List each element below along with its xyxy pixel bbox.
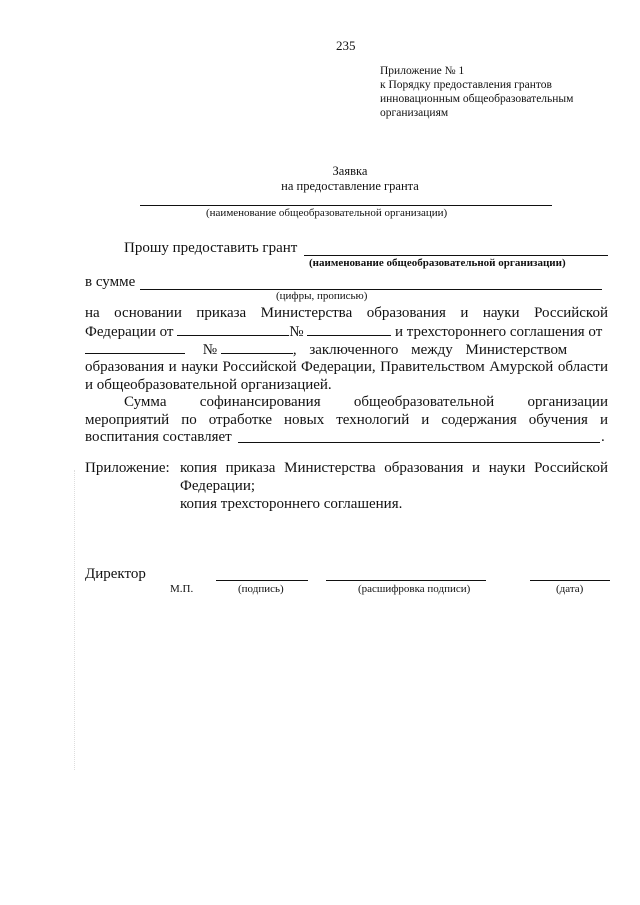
basis-line-3	[85, 341, 608, 359]
basis-text: и трехстороннего соглашения от	[395, 324, 603, 340]
request-text: Прошу предоставить грант	[124, 240, 298, 256]
appendix-line: Приложение № 1	[380, 65, 465, 77]
sum-caption: (цифры, прописью)	[276, 290, 368, 302]
sum-line	[140, 289, 602, 290]
basis-line-4: образования и науки Российской Федерации, Правительством Амурской области	[85, 359, 608, 375]
date-caption: (дата)	[556, 583, 584, 595]
basis-text: №	[289, 324, 304, 340]
basis-text: №	[202, 342, 218, 358]
cofunding-line-3: воспитания составляет	[85, 429, 232, 445]
appendix-line: организациям	[380, 107, 449, 119]
agreement-date-blank	[85, 341, 185, 354]
signature-decode-caption: (расшифровка подписи)	[358, 583, 471, 595]
appendix-line: к Порядку предоставления грантов	[380, 79, 552, 91]
basis-line-1: на основании приказа Министерства образования и науки Российской	[85, 305, 608, 321]
date-line	[530, 580, 610, 581]
cofunding-line-2: мероприятий по отработке новых технологий и содержания обучения и	[85, 412, 608, 428]
agreement-number-blank	[221, 341, 293, 354]
basis-line-2	[85, 323, 608, 341]
cofunding-line-1: Сумма софинансирования общеобразовательной организации	[124, 394, 608, 410]
attachment-item-2: копия трехстороннего соглашения.	[180, 496, 403, 512]
period-mark: .	[601, 429, 605, 445]
basis-text: Федерации от	[85, 324, 174, 340]
sum-label: в сумме	[85, 274, 136, 290]
order-number-blank	[307, 323, 391, 336]
cofunding-amount-line	[238, 442, 600, 443]
attachment-item-1: копия приказа Министерства образования и науки Российской	[180, 460, 608, 476]
director-label: Директор	[85, 566, 146, 582]
signature-decode-line	[326, 580, 486, 581]
basis-text: , заключенного между Министерством	[292, 342, 568, 358]
signature-caption: (подпись)	[238, 583, 284, 595]
appendix-block	[380, 64, 573, 120]
attachment-item-1-cont: Федерации;	[180, 478, 256, 494]
signature-line	[216, 580, 308, 581]
org-name-caption: (наименование общеобразовательной организации)	[206, 207, 448, 219]
stamp-label: М.П.	[170, 583, 194, 595]
request-org-line	[304, 255, 608, 256]
scan-artifact	[74, 470, 75, 770]
org-name-line	[140, 205, 552, 206]
document-title: Заявка	[332, 164, 368, 178]
request-org-caption: (наименование общеобразовательной организации)	[309, 257, 566, 269]
document-subtitle: на предоставление гранта	[281, 179, 419, 193]
attachment-label: Приложение:	[85, 460, 170, 476]
basis-line-5: и общеобразовательной организацией.	[85, 377, 332, 393]
order-date-blank	[177, 323, 289, 336]
appendix-line: инновационным общеобразовательным	[380, 93, 574, 105]
page-number: 235	[336, 38, 356, 53]
